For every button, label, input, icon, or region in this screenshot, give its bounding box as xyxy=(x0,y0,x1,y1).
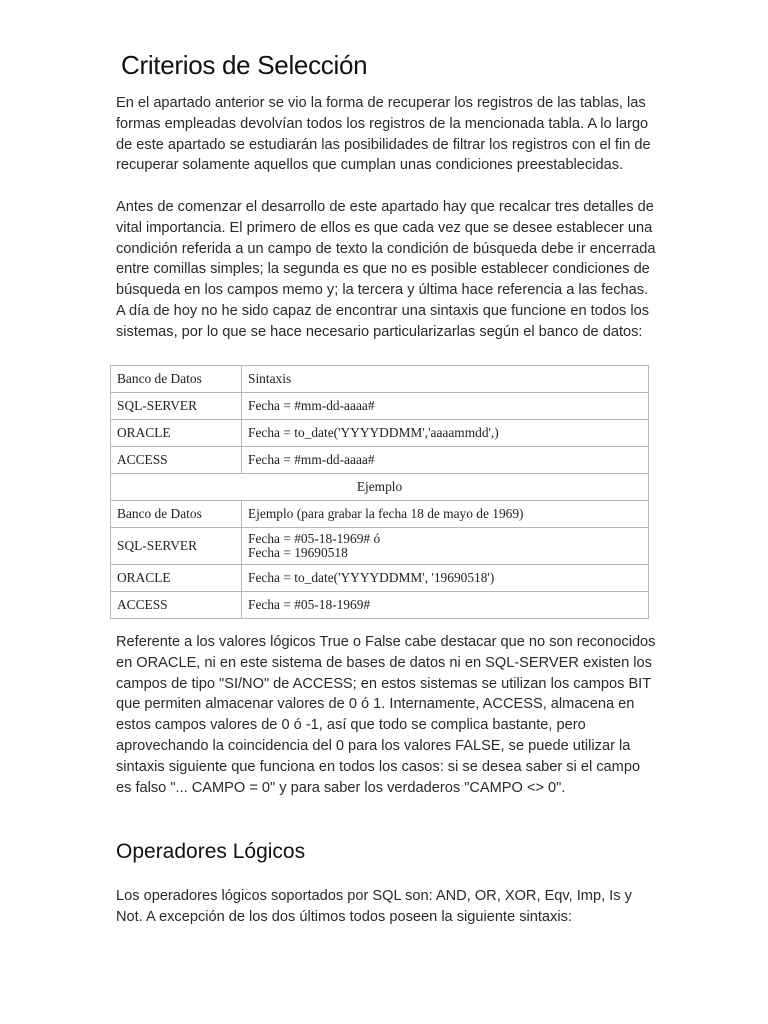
table-row xyxy=(111,528,649,565)
table-cell xyxy=(242,528,649,565)
table-cell: Fecha = #05-18-1969# xyxy=(242,592,649,619)
third-paragraph: Referente a los valores lógicos True o False cabe destacar que no son reconocidos en ORACLE, ni en este sistema de bases de datos ni en SQL-SERVER existen los campos de tipo "SI/NO" de ACCESS; en estos sistemas se utilizan los campos BIT que permiten almacenar valores de 0 ó 1. Internamente, ACCESS, almacena en estos campos valores de 0 ó -1, así que todo se complica bastante, pero aprovechando la coincidencia del 0 para los valores FALSE, se puede utilizar la sintaxis siguiente que funciona en todos los casos: si se desea saber si el campo es falso "... CAMPO = 0" y para saber los verdaderos "CAMPO <> 0". xyxy=(116,634,656,796)
table-header-cell: Banco de Datos xyxy=(111,501,242,528)
date-syntax-table xyxy=(110,365,649,619)
table-cell: SQL-SERVER xyxy=(111,528,242,565)
example-label: Ejemplo xyxy=(111,474,649,501)
example-label-row xyxy=(111,474,649,501)
table-header-cell: Banco de Datos xyxy=(111,366,242,393)
table-cell: ORACLE xyxy=(111,565,242,592)
table-header-row xyxy=(111,501,649,528)
page-title: Criterios de Selección xyxy=(121,50,368,80)
table-cell-line: Fecha = 19690518 xyxy=(248,545,348,560)
table-row xyxy=(111,420,649,447)
intro-paragraph: En el apartado anterior se vio la forma de recuperar los registros de las tablas, las formas empleadas devolvían todos los registros de la mencionada tabla. A lo largo de este apartado se estudiarán las posibilidades de filtrar los registros con el fin de recuperar solamente aquellos que cumplan unas condiciones preestablecidas. xyxy=(116,95,651,174)
table-cell: Fecha = #mm-dd-aaaa# xyxy=(242,447,649,474)
table-row xyxy=(111,565,649,592)
table-row xyxy=(111,592,649,619)
fourth-paragraph: Los operadores lógicos soportados por SQL son: AND, OR, XOR, Eqv, Imp, Is y Not. A excepción de los dos últimos todos poseen la siguiente sintaxis: xyxy=(116,888,632,925)
table-row xyxy=(111,393,649,420)
table-cell: ACCESS xyxy=(111,447,242,474)
second-paragraph: Antes de comenzar el desarrollo de este apartado hay que recalcar tres detalles de vital importancia. El primero de ellos es que cada vez que se desee establecer una condición referida a un campo de texto la condición de búsqueda debe ir encerrada entre comillas simples; la segunda es que no es posible establecer condiciones de búsqueda en los campos memo y; la tercera y última hace referencia a las fechas. A día de hoy no he sido capaz de encontrar una sintaxis que funcione en todos los sistemas, por lo que se hace necesario particularizarlas según el banco de datos: xyxy=(116,199,656,340)
table-cell-line: Fecha = #05-18-1969# ó xyxy=(248,531,381,546)
table-cell: ACCESS xyxy=(111,592,242,619)
table-cell: ORACLE xyxy=(111,420,242,447)
table-cell: SQL-SERVER xyxy=(111,393,242,420)
table-header-cell: Ejemplo (para grabar la fecha 18 de mayo de 1969) xyxy=(242,501,649,528)
table-header-row xyxy=(111,366,649,393)
table-cell: Fecha = #mm-dd-aaaa# xyxy=(242,393,649,420)
table-cell: Fecha = to_date('YYYYDDMM', '19690518') xyxy=(242,565,649,592)
table-header-cell: Sintaxis xyxy=(242,366,649,393)
section-heading: Operadores Lógicos xyxy=(116,840,306,863)
table-row xyxy=(111,447,649,474)
table-cell: Fecha = to_date('YYYYDDMM','aaaammdd',) xyxy=(242,420,649,447)
